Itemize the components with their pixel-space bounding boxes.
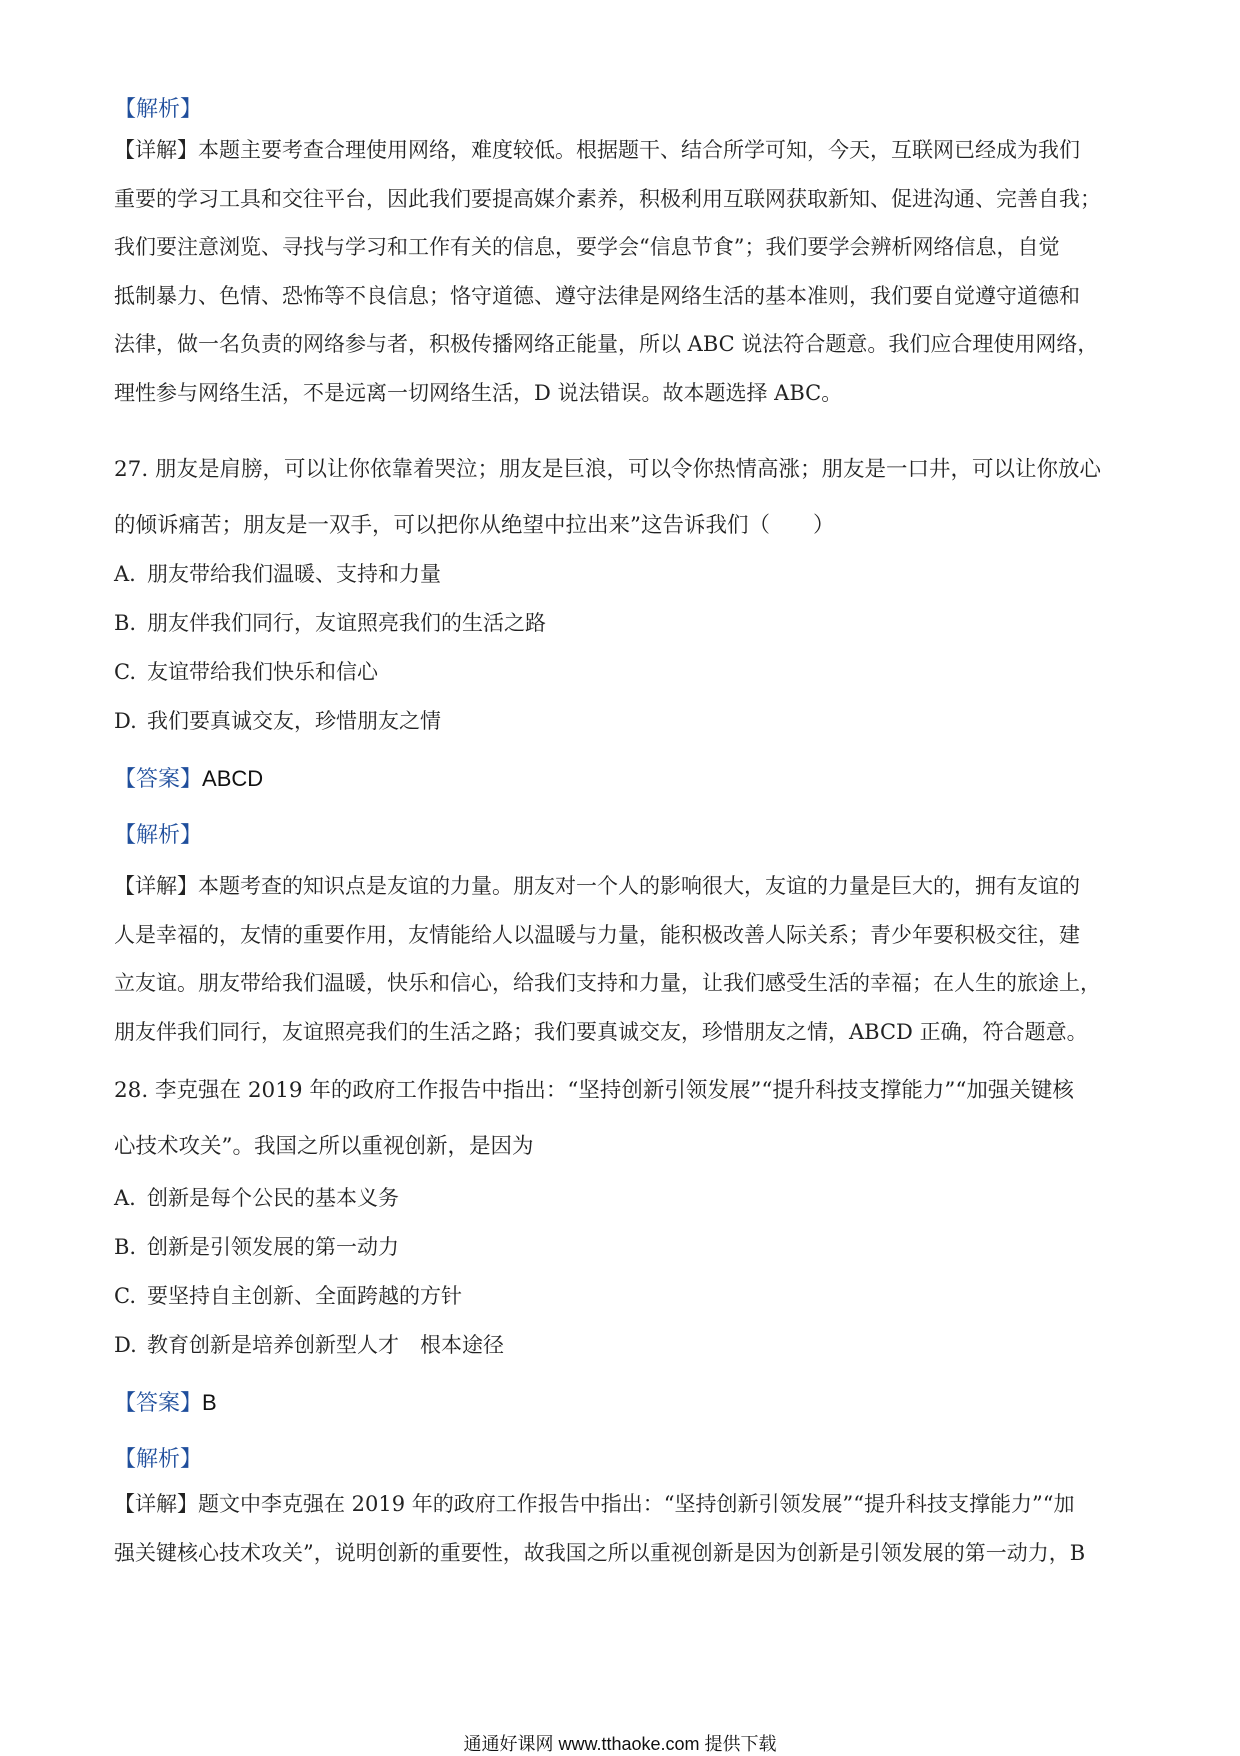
page-footer: 通通好课网 www.tthaoke.com 提供下载 [463,1734,777,1754]
q27-analysis-label: 【解析】 [114,823,203,848]
q28-option-a: A. 创新是每个公民的基本义务 [114,1186,399,1210]
q27-stem-line: 27. 朋友是肩膀，可以让你依靠着哭泣；朋友是巨浪，可以令你热情高涨；朋友是一口井，可以让你放心 [114,457,1102,482]
q27-option-c: C. 友谊带给我们快乐和信心 [114,660,378,684]
q28-detail-line: 强关键核心技术攻关”，说明创新的重要性，故我国之所以重视创新是因为创新是引领发展的第一动力，B [114,1540,1086,1565]
q28-options [114,1174,1130,1370]
q27-stem-line: 的倾诉痛苦；朋友是一双手，可以把你从绝望中拉出来”这告诉我们（ ） [114,513,835,538]
q26-detail [114,126,1130,418]
q27-detail-line: 【详解】本题考查的知识点是友谊的力量。朋友对一个人的影响很大，友谊的力量是巨大的，拥有友谊的 [114,874,1080,898]
q26-detail-line: 我们要注意浏览、寻找与学习和工作有关的信息，要学会“信息节食”；我们要学会辨析网络信息，自觉 [114,235,1060,260]
q28-detail [114,1480,1130,1577]
q27-detail [114,862,1130,1056]
q26-detail-line: 法律，做一名负责的网络参与者，积极传播网络正能量，所以 ABC 说法符合题意。我们应合理使用网络， [114,332,1099,357]
q28-option-d: D. 教育创新是培养创新型人才 根本途径 [114,1333,504,1357]
q28-option-b: B. 创新是引领发展的第一动力 [114,1235,399,1259]
q28-stem-line: 28. 李克强在 2019 年的政府工作报告中指出：“坚持创新引领发展”“提升科技支撑能力”“加强关键核 [114,1078,1074,1103]
q27-detail-line: 立友谊。朋友带给我们温暖，快乐和信心，给我们支持和力量，让我们感受生活的幸福；在人生的旅途上， [114,971,1101,996]
q28-stem-line: 心技术攻关”。我国之所以重视创新，是因为 [114,1134,534,1159]
q26-detail-line: 抵制暴力、色情、恐怖等不良信息；恪守道德、遵守法律是网络生活的基本准则，我们要自觉遵守道德和 [114,283,1080,308]
q27-answer: 【答案】ABCD [114,766,264,792]
q28-analysis-label: 【解析】 [114,1447,203,1472]
q27-option-b: B. 朋友伴我们同行，友谊照亮我们的生活之路 [114,611,546,635]
q28-option-c: C. 要坚持自主创新、全面跨越的方针 [114,1284,462,1308]
q27-detail-line: 人是幸福的，友情的重要作用，友情能给人以温暖与力量，能积极改善人际关系；青少年要积极交往，建 [114,922,1080,947]
q27-stem [114,442,1130,554]
q28-detail-line: 【详解】题文中李克强在 2019 年的政府工作报告中指出：“坚持创新引领发展”“提升科技支撑能力”“加 [114,1492,1075,1516]
q27-answer-value: ABCD [202,766,264,791]
q26-analysis-label: 【解析】 [114,97,203,122]
q27-option-d: D. 我们要真诚交友，珍惜朋友之情 [114,709,441,733]
q27-detail-line: 朋友伴我们同行，友谊照亮我们的生活之路；我们要真诚交友，珍惜朋友之情，ABCD 正确，符合题意。 [114,1019,1088,1044]
q26-detail-line: 【详解】本题主要考查合理使用网络，难度较低。根据题干、结合所学可知，今天，互联网已经成为我们 [114,138,1080,162]
q28-stem [114,1063,1130,1175]
q28-answer-value: B [202,1390,217,1415]
q28-answer: 【答案】B [114,1390,217,1416]
q27-option-a: A. 朋友带给我们温暖、支持和力量 [114,562,441,586]
q26-detail-line: 重要的学习工具和交往平台，因此我们要提高媒介素养，积极利用互联网获取新知、促进沟通、完善自我； [114,186,1101,211]
q27-options [114,550,1130,746]
q26-detail-line: 理性参与网络生活，不是远离一切网络生活，D 说法错误。故本题选择 ABC。 [114,380,843,405]
